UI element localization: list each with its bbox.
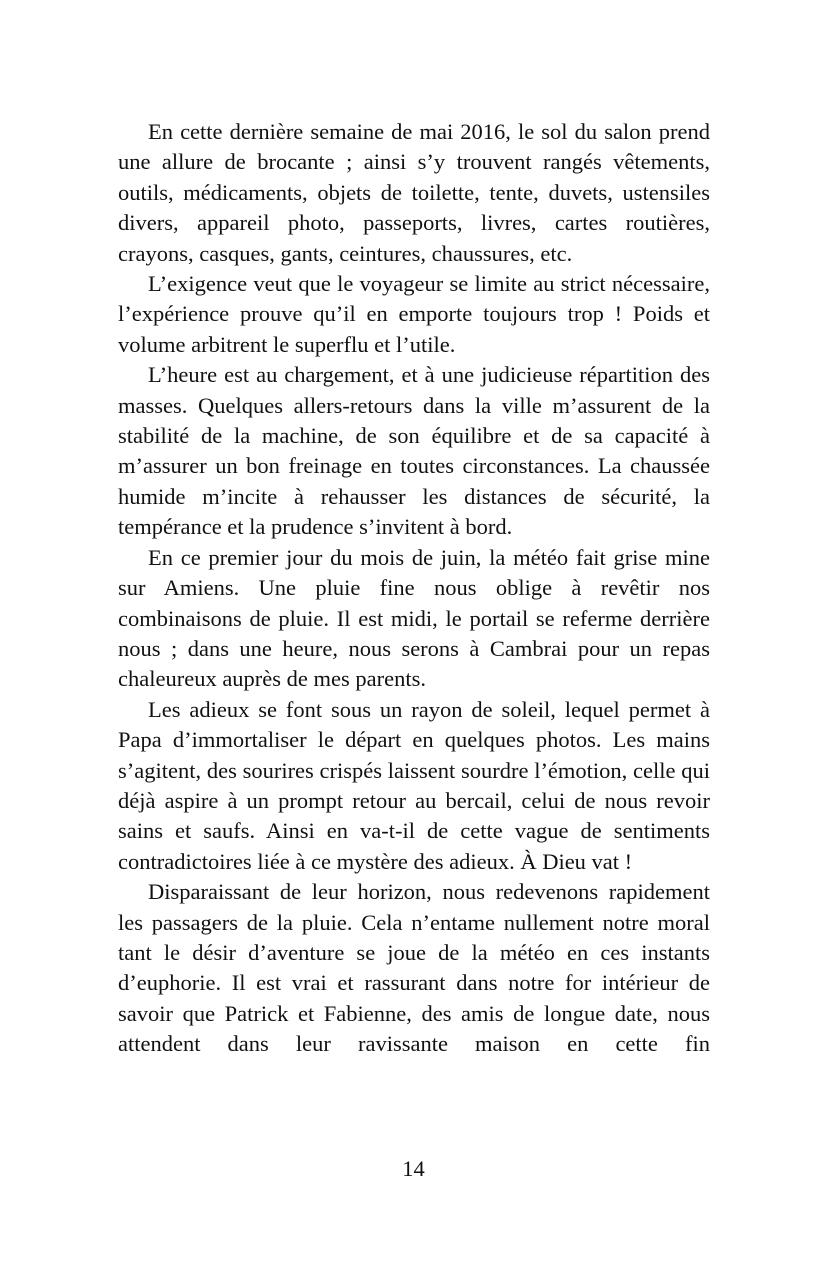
paragraph: En cette dernière semaine de mai 2016, le sol du salon prend une allure de brocante ; ainsi s’y trouvent rangés vêtements, outils, médicaments, objets de toilette, tente, duvets, ustensiles divers, appareil photo, passeports, livres, cartes routières, crayons, casques, gants, ceintures, chaussures, etc. [118, 119, 710, 266]
page-number: 14 [402, 1156, 425, 1181]
paragraph: Les adieux se font sous un rayon de soleil, lequel permet à Papa d’immortaliser le départ en quelques photos. Les mains s’agitent, des sourires crispés laissent sourdre l’émotion, celle qui déjà aspire à un prompt retour au bercail, celui de nous revoir sains et saufs. Ainsi en va-t-il de cette vague de sentiments contradictoires liée à ce mystère des adieux. À Dieu vat ! [118, 696, 710, 874]
paragraph: L’heure est au chargement, et à une judicieuse répartition des masses. Quelques allers-retours dans la ville m’assurent de la stabilité de la machine, de son équilibre et de sa capacité à m’assurer un bon freinage en toutes circonstances. La chaussée humide m’incite à rehausser les distances de sécurité, la tempérance et la prudence s’invitent à bord. [118, 362, 710, 540]
paragraph: En ce premier jour du mois de juin, la météo fait grise mine sur Amiens. Une pluie fine nous oblige à revêtir nos combinaisons de pluie. Il est midi, le portail se referme derrière nous ; dans une heure, nous serons à Cambrai pour un repas chaleureux auprès de mes parents. [118, 544, 710, 692]
page-body [118, 117, 710, 1060]
paragraph: L’exigence veut que le voyageur se limite au strict nécessaire, l’expérience prouve qu’il en emporte toujours trop ! Poids et volume arbitrent le superflu et l’utile. [118, 271, 710, 357]
paragraph: Disparaissant de leur horizon, nous redevenons rapidement les passagers de la pluie. Cela n’entame nullement notre moral tant le désir d’aventure se joue de la météo en ces instants d’euphorie. Il est vrai et rassurant dans notre for intérieur de savoir que Patrick et Fabienne, des amis de longue date, nous attendent dans leur ravissante maison en cette fin [118, 879, 710, 1057]
